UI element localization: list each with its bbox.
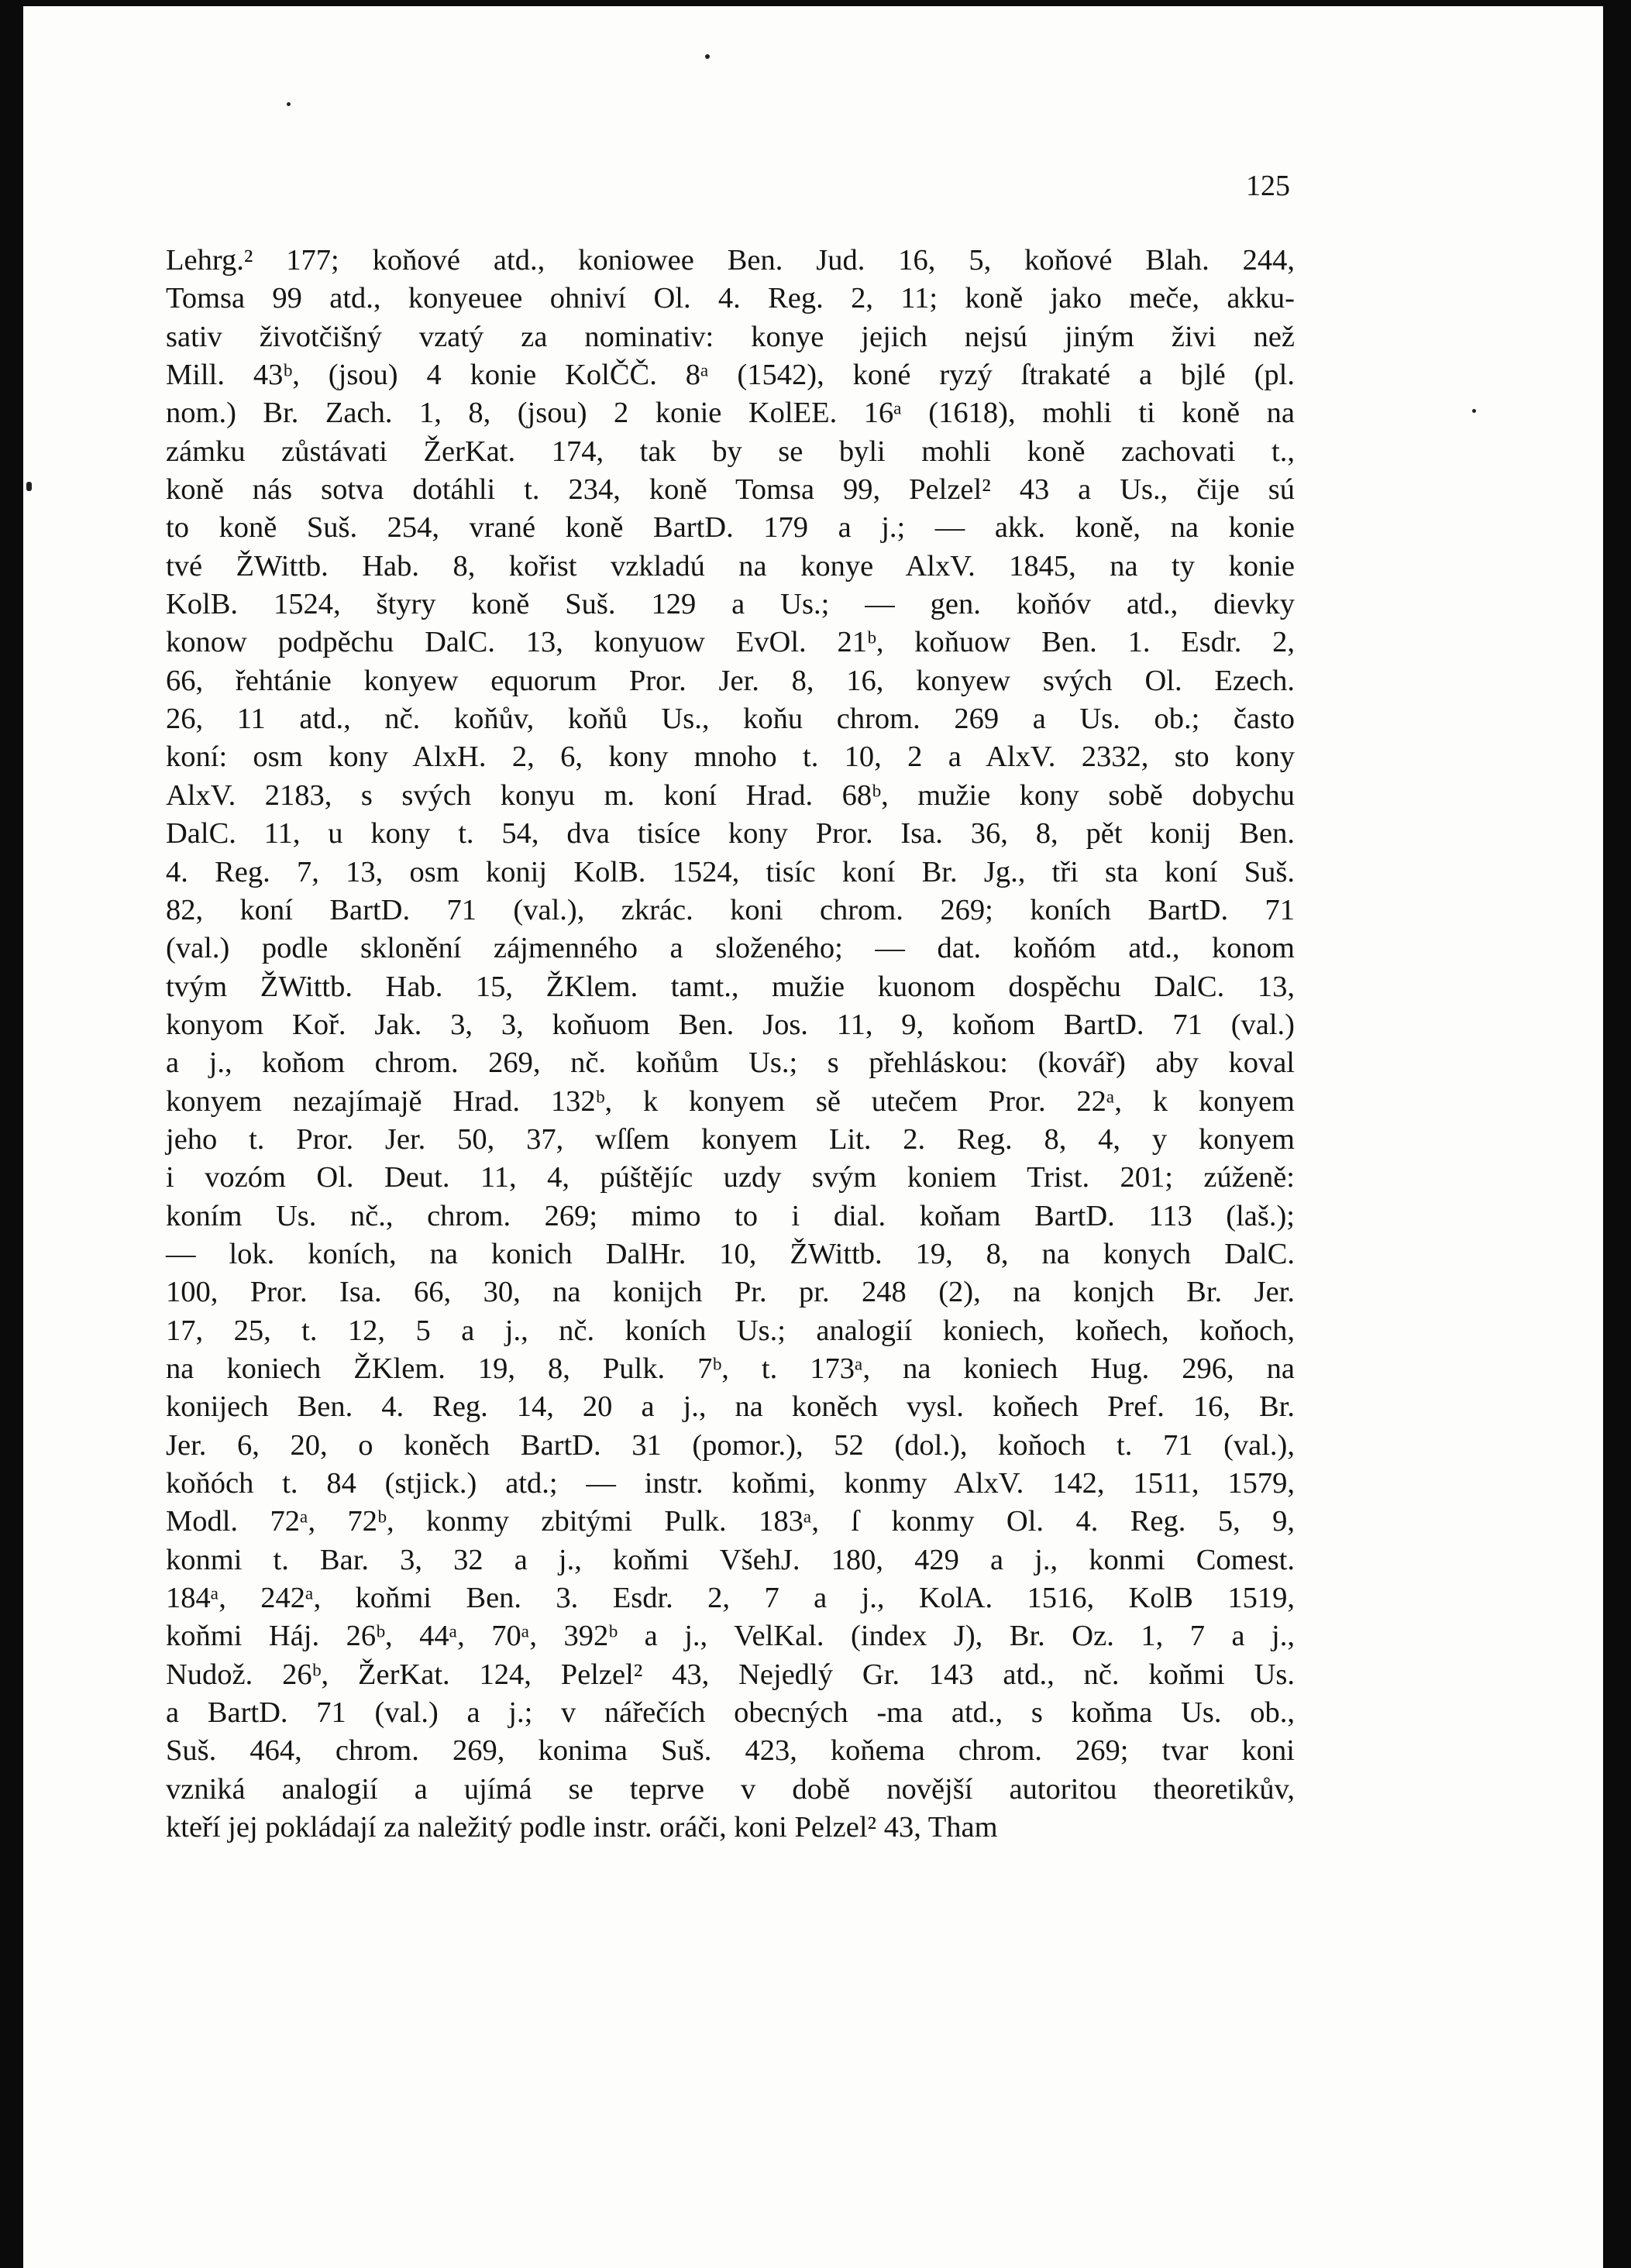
- body-text: [166, 242, 1295, 1847]
- text-line: kteří jej pokládají za naležitý podle instr. oráči, koni Pelzel² 43, Tham: [166, 1811, 998, 1844]
- text-line: a BartD. 71 (val.) a j.; v nářečích obecných -ma atd., s koňma Us. ob.,: [166, 1696, 1295, 1730]
- text-line: 66, řehtánie konyew equorum Pror. Jer. 8, 16, konyew svých Ol. Ezech.: [166, 664, 1295, 697]
- text-line: DalC. 11, u kony t. 54, dva tisíce kony Pror. Isa. 36, 8, pět konij Ben.: [166, 817, 1295, 850]
- text-line: Lehrg.² 177; koňové atd., koniowee Ben. Jud. 16, 5, koňové Blah. 244,: [166, 244, 1295, 277]
- text-line: na koniech ŽKlem. 19, 8, Pulk. 7ᵇ, t. 173ᵃ, na koniech Hug. 296, na: [166, 1352, 1295, 1385]
- text-line: (val.) podle sklonění zájmenného a složeného; — dat. koňóm atd., konom: [166, 932, 1295, 965]
- text-line: konow podpěchu DalC. 13, konyuow EvOl. 21ᵇ, koňuow Ben. 1. Esdr. 2,: [166, 626, 1295, 659]
- scan-speck: [287, 102, 291, 106]
- text-line: koňmi Háj. 26ᵇ, 44ᵃ, 70ᵃ, 392ᵇ a j., VelKal. (index J), Br. Oz. 1, 7 a j.,: [166, 1620, 1295, 1653]
- text-line: konyem nezajímajě Hrad. 132ᵇ, k konyem sě utečem Pror. 22ᵃ, k konyem: [166, 1084, 1295, 1118]
- text-line: jeho t. Pror. Jer. 50, 37, wſſem konyem Lit. 2. Reg. 8, 4, y konyem: [166, 1122, 1295, 1156]
- text-line: Nudož. 26ᵇ, ŽerKat. 124, Pelzel² 43, Nejedlý Gr. 143 atd., nč. koňmi Us.: [166, 1658, 1295, 1691]
- text-line: Jer. 6, 20, o koněch BartD. 31 (pomor.), 52 (dol.), koňoch t. 71 (val.),: [166, 1428, 1295, 1462]
- text-line: tvé ŽWittb. Hab. 8, kořist vzkladú na konye AlxV. 1845, na ty konie: [166, 549, 1295, 582]
- text-line: i vozóm Ol. Deut. 11, 4, púštějíc uzdy svým koniem Trist. 201; zúženě:: [166, 1161, 1295, 1194]
- scan-border-right: [1603, 0, 1631, 2268]
- scan-border-top: [0, 0, 1631, 6]
- text-line: nom.) Br. Zach. 1, 8, (jsou) 2 konie KolEE. 16ᵃ (1618), mohli ti koně na: [166, 397, 1295, 430]
- text-line: KolB. 1524, štyry koně Suš. 129 a Us.; — gen. koňóv atd., dievky: [166, 588, 1295, 621]
- text-line: Modl. 72ᵃ, 72ᵇ, konmy zbitými Pulk. 183ᵃ, ſ konmy Ol. 4. Reg. 5, 9,: [166, 1505, 1295, 1538]
- text-line: Tomsa 99 atd., konyeuee ohniví Ol. 4. Reg. 2, 11; koně jako meče, akku-: [166, 282, 1295, 315]
- text-line: Mill. 43ᵇ, (jsou) 4 konie KolČČ. 8ᵃ (1542), koné ryzý ſtrakaté a bjlé (pl.: [166, 359, 1295, 392]
- text-line: Suš. 464, chrom. 269, konima Suš. 423, koňema chrom. 269; tvar koni: [166, 1734, 1295, 1768]
- text-line: to koně Suš. 254, vrané koně BartD. 179 a j.; — akk. koně, na konie: [166, 511, 1295, 545]
- text-line: 17, 25, t. 12, 5 a j., nč. koních Us.; analogií koniech, koňech, koňoch,: [166, 1314, 1295, 1347]
- text-line: konijech Ben. 4. Reg. 14, 20 a j., na koněch vysl. koňech Pref. 16, Br.: [166, 1390, 1295, 1424]
- text-line: AlxV. 2183, s svých konyu m. koní Hrad. 68ᵇ, mužie kony sobě dobychu: [166, 778, 1295, 812]
- text-line: konyom Koř. Jak. 3, 3, koňuom Ben. Jos. 11, 9, koňom BartD. 71 (val.): [166, 1008, 1295, 1041]
- scan-border-left: [0, 0, 23, 2268]
- text-line: — lok. koních, na konich DalHr. 10, ŽWittb. 19, 8, na konych DalC.: [166, 1237, 1295, 1270]
- page-number: 125: [1246, 170, 1290, 202]
- text-line: tvým ŽWittb. Hab. 15, ŽKlem. tamt., mužie kuonom dospěchu DalC. 13,: [166, 970, 1295, 1003]
- text-line: koním Us. nč., chrom. 269; mimo to i dial. koňam BartD. 113 (laš.);: [166, 1199, 1295, 1232]
- scan-speck: [1472, 409, 1476, 413]
- text-line: sativ životčišný vzatý za nominativ: konye jejich nejsú jiným živi než: [166, 320, 1295, 353]
- text-line: koňóch t. 84 (stjick.) atd.; — instr. koňmi, konmy AlxV. 142, 1511, 1579,: [166, 1467, 1295, 1500]
- text-line: zámku zůstávati ŽerKat. 174, tak by se byli mohli koně zachovati t.,: [166, 435, 1295, 468]
- text-line: koně nás sotva dotáhli t. 234, koně Tomsa 99, Pelzel² 43 a Us., čije sú: [166, 473, 1295, 507]
- scan-speck: [26, 482, 32, 491]
- text-line: 82, koní BartD. 71 (val.), zkrác. koni chrom. 269; koních BartD. 71: [166, 893, 1295, 926]
- text-line: 184ᵃ, 242ᵃ, koňmi Ben. 3. Esdr. 2, 7 a j., KolA. 1516, KolB 1519,: [166, 1582, 1295, 1615]
- text-line: a j., koňom chrom. 269, nč. koňům Us.; s přehláskou: (kovář) aby koval: [166, 1046, 1295, 1080]
- text-line: vzniká analogií a ujímá se teprve v době novější autoritou theoretikův,: [166, 1772, 1295, 1806]
- text-line: koní: osm kony AlxH. 2, 6, kony mnoho t. 10, 2 a AlxV. 2332, sto kony: [166, 741, 1295, 774]
- scan-speck: [705, 54, 710, 59]
- text-line: 100, Pror. Isa. 66, 30, na konijch Pr. pr. 248 (2), na konjch Br. Jer.: [166, 1276, 1295, 1309]
- text-line: konmi t. Bar. 3, 32 a j., koňmi VšehJ. 180, 429 a j., konmi Comest.: [166, 1543, 1295, 1576]
- text-line: 26, 11 atd., nč. koňův, koňů Us., koňu chrom. 269 a Us. ob.; často: [166, 703, 1295, 736]
- text-line: 4. Reg. 7, 13, osm konij KolB. 1524, tisíc koní Br. Jg., tři sta koní Suš.: [166, 855, 1295, 888]
